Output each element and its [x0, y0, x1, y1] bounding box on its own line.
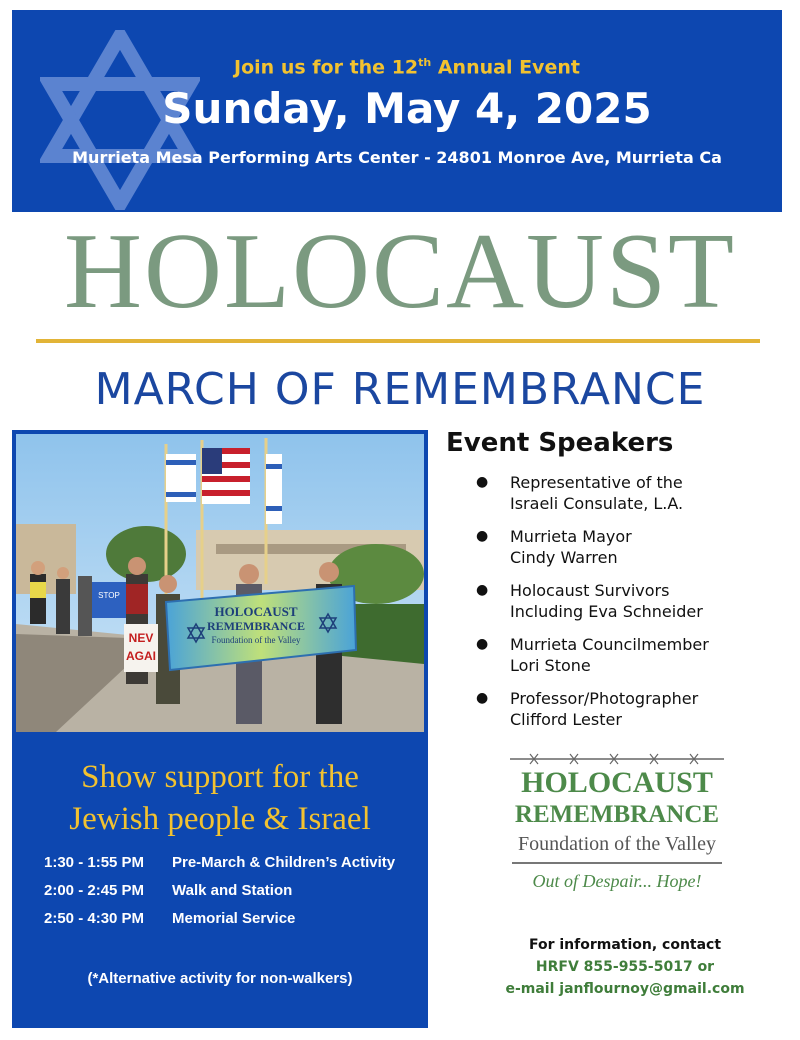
- schedule: [44, 854, 424, 938]
- speaker-line-1: Murrieta Mayor: [510, 527, 632, 546]
- logo-line-1: HOLOCAUST: [521, 766, 713, 799]
- logo-line-3: Foundation of the Valley: [518, 833, 716, 855]
- sign-blue-text: STOP: [98, 591, 120, 600]
- march-photo: [16, 434, 424, 732]
- speaker-item: [476, 688, 776, 742]
- schedule-row: [44, 882, 424, 910]
- schedule-time: 2:50 - 4:30 PM: [44, 910, 145, 927]
- speaker-line-2: Lori Stone: [510, 656, 591, 675]
- alternative-activity-note: (*Alternative activity for non-walkers): [87, 970, 353, 987]
- logo-line-2: REMEMBRANCE: [514, 801, 720, 828]
- speaker-line-1: Holocaust Survivors: [510, 581, 670, 600]
- bullet-icon: ●: [476, 636, 489, 652]
- speakers-heading: Event Speakers: [446, 428, 674, 458]
- event-venue: Murrieta Mesa Performing Arts Center - 24801 Monroe Ave, Murrieta Ca: [72, 148, 722, 167]
- contact-phone: HRFV 855-955-5017 or: [535, 959, 715, 975]
- schedule-time: 1:30 - 1:55 PM: [44, 854, 145, 871]
- speaker-item: [476, 472, 776, 526]
- support-line-1: Show support for the: [81, 759, 359, 795]
- speaker-line-2: Israeli Consulate, L.A.: [510, 494, 684, 513]
- speaker-line-2: Including Eva Schneider: [510, 602, 703, 621]
- contact-email: e-mail janflournoy@gmail.com: [505, 981, 745, 997]
- schedule-activity: Memorial Service: [172, 910, 296, 927]
- bullet-icon: ●: [476, 690, 489, 706]
- speaker-line-2: Cindy Warren: [510, 548, 618, 567]
- barbed-wire-icon: [510, 752, 724, 766]
- speaker-item: [476, 580, 776, 634]
- sign-left-line2: AGAI: [126, 649, 156, 663]
- subtitle: MARCH OF REMEMBRANCE: [94, 364, 706, 415]
- photo-banner-line1: HOLOCAUST: [214, 604, 298, 619]
- speakers-list: [476, 472, 776, 742]
- bullet-icon: ●: [476, 582, 489, 598]
- speaker-line-2: Clifford Lester: [510, 710, 622, 729]
- logo-tagline: Out of Despair... Hope!: [532, 871, 702, 891]
- schedule-time: 2:00 - 2:45 PM: [44, 882, 145, 899]
- speaker-line-1: Murrieta Councilmember: [510, 635, 709, 654]
- contact-info: [480, 934, 770, 1000]
- schedule-activity: Pre-March & Children’s Activity: [172, 854, 396, 871]
- speaker-item: [476, 526, 776, 580]
- schedule-row: [44, 910, 424, 938]
- top-banner: [12, 10, 782, 212]
- contact-line-1: For information, contact: [528, 937, 722, 953]
- bullet-icon: ●: [476, 474, 489, 490]
- speaker-item: [476, 634, 776, 688]
- schedule-row: [44, 854, 424, 882]
- sign-left-line1: NEV: [128, 631, 154, 645]
- speaker-line-1: Professor/Photographer: [510, 689, 699, 708]
- speaker-line-1: Representative of the: [510, 473, 683, 492]
- divider: [36, 339, 760, 343]
- photo-banner-line3: Foundation of the Valley: [211, 635, 301, 645]
- logo-divider: [512, 862, 722, 864]
- event-date: Sunday, May 4, 2025: [162, 84, 652, 133]
- bullet-icon: ●: [476, 528, 489, 544]
- foundation-logo: [510, 752, 724, 902]
- support-line-2: Jewish people & Israel: [69, 801, 371, 837]
- march-photo-image: [16, 434, 424, 732]
- invite-line: Join us for the 12th Annual Event: [234, 56, 580, 79]
- photo-banner-line2: REMEMBRANCE: [207, 619, 305, 633]
- main-title: HOLOCAUST: [63, 212, 736, 331]
- schedule-activity: Walk and Station: [172, 882, 293, 899]
- support-message: [12, 756, 428, 840]
